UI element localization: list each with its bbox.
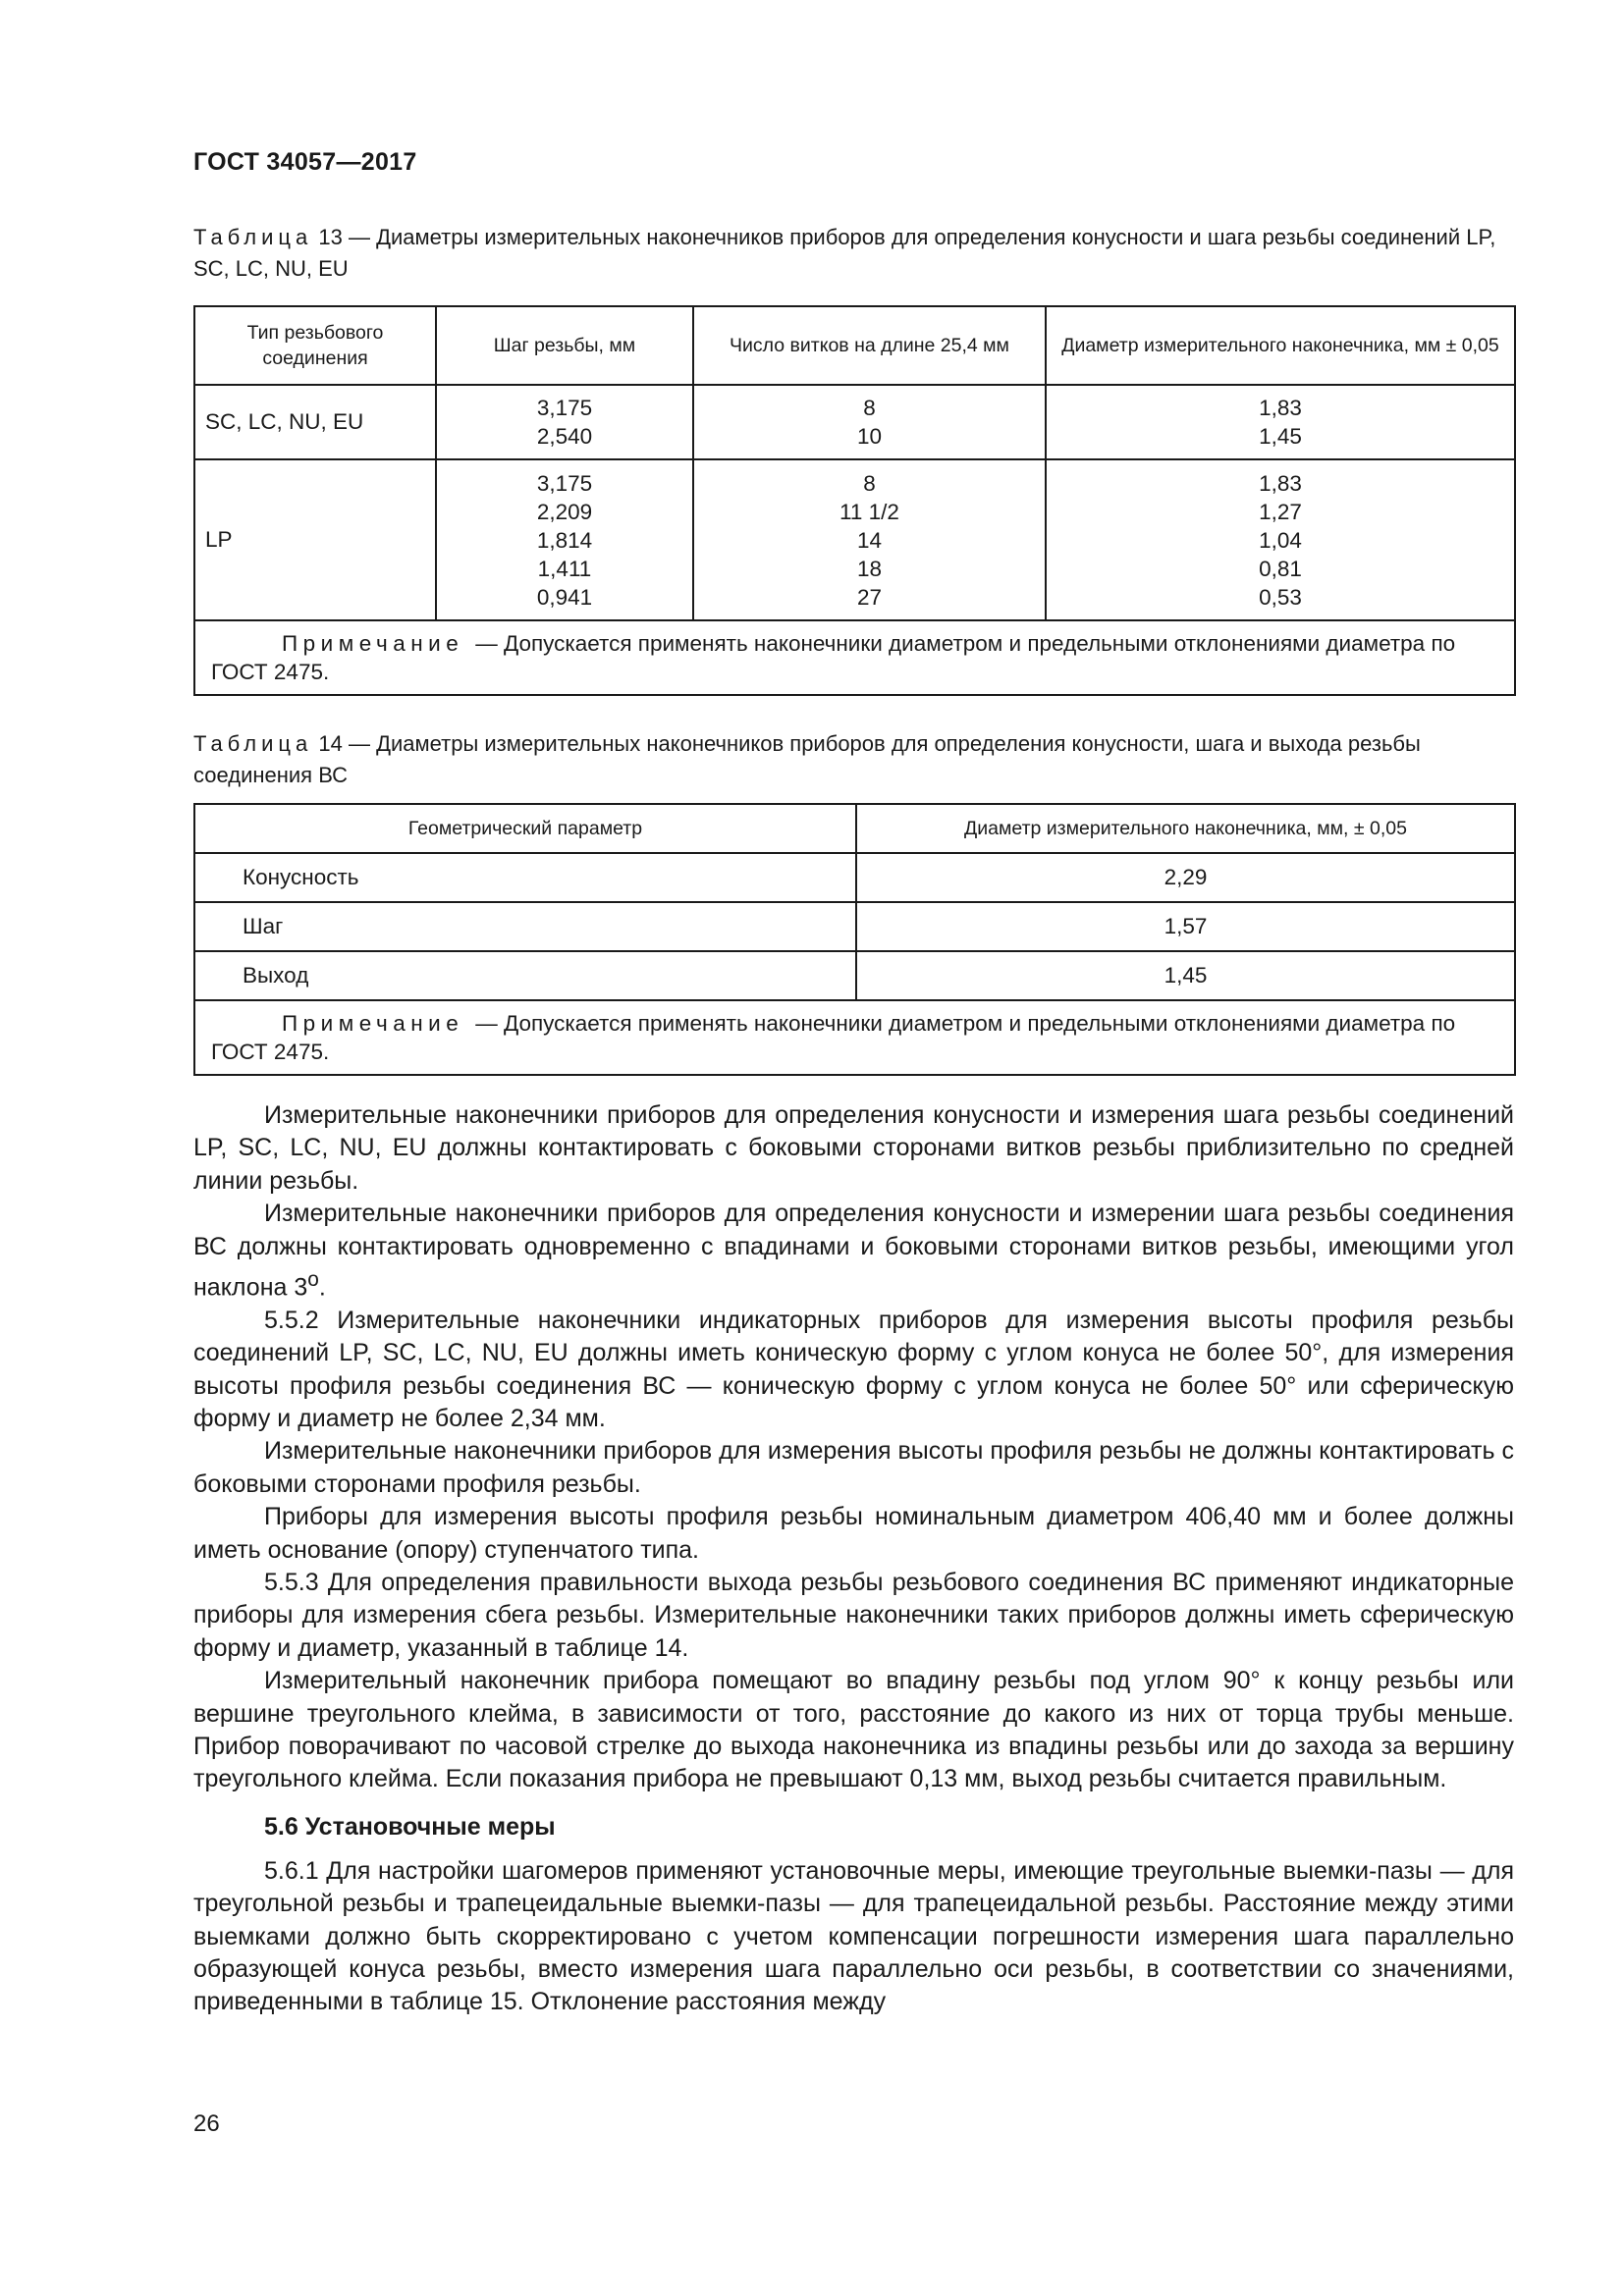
table13-turns-value: 8 [863, 470, 876, 496]
table13-diameter-cell [1046, 385, 1515, 459]
paragraph: Измерительные наконечники приборов для определения конусности и измерения шага резьбы соединений LP, SC, LC, NU, EU должны контактировать с боковыми сторонами витков резьбы приблизительно по средней линии резьбы. [193, 1101, 1514, 1195]
table14-note [194, 1000, 1515, 1075]
table14-note-label: Примечание [282, 1011, 464, 1036]
table13-diameter-value: 1,83 [1259, 470, 1302, 496]
table13-diameter-value: 0,53 [1259, 584, 1302, 610]
table13-caption [193, 222, 1512, 285]
degree-superscript: о [307, 1268, 319, 1292]
table13-diameter-value: 1,04 [1259, 527, 1302, 553]
table14-header-parameter: Геометрический параметр [194, 804, 856, 853]
paragraph: 5.5.2 Измерительные наконечники индикаторных приборов для измерения высоты профиля резьбы соединений LP, SC, LC, NU, EU должны иметь коническую форму с углом конуса не более 50°, для измерения высоты профиля резьбы соединения ВС — коническую форму с углом конуса не более 50° или сферическую форму и диаметр не более 2,34 мм. [193, 1306, 1514, 1432]
table13-pitch-value: 0,941 [536, 584, 593, 610]
table13-pitch-value: 1,411 [537, 556, 592, 581]
table13-turns-value: 11 1/2 [839, 499, 899, 524]
table14-value-cell: 2,29 [856, 853, 1515, 902]
table13-turns-value: 10 [856, 424, 883, 449]
paragraph [193, 1198, 1514, 1305]
table13-row-group-2 [194, 459, 1515, 620]
table13-pitch-value: 2,209 [536, 499, 593, 524]
table13-note-label: Примечание [282, 631, 464, 656]
table14-note-text: — Допускается применять наконечники диаметром и предельными отклонениями диаметра по ГОСТ 2475. [211, 1011, 1456, 1064]
table14-value-cell: 1,57 [856, 902, 1515, 951]
table14-value-cell: 1,45 [856, 951, 1515, 1000]
paragraph-end: . [318, 1273, 326, 1302]
body-text [193, 1099, 1514, 2019]
table13-turns-value: 27 [856, 584, 883, 610]
table13-caption-text: 13 — Диаметры измерительных наконечников приборов для определения конусности и шага резьбы соединений LP, SC, LC, NU, EU [193, 225, 1496, 281]
paragraph: Измерительные наконечники приборов для измерения высоты профиля резьбы не должны контактировать с боковыми сторонами профиля резьбы. [193, 1437, 1514, 1498]
table14-caption [193, 728, 1512, 791]
table14-param-cell: Выход [194, 951, 856, 1000]
table13-pitch-cell [436, 459, 693, 620]
table13-diameter-value: 0,81 [1259, 556, 1302, 581]
paragraph: 5.5.3 Для определения правильности выхода резьбы резьбового соединения ВС применяют индикаторные приборы для измерения сбега резьбы. Измерительные наконечники таких приборов должны иметь сферическую форму и диаметр, указанный в таблице 14. [193, 1569, 1514, 1662]
table13-turns-value: 14 [856, 527, 883, 553]
table13-row-group-1 [194, 385, 1515, 459]
table14-note-row [194, 1000, 1515, 1075]
table13-type-cell: SC, LC, NU, EU [194, 385, 436, 459]
table13-turns-value: 8 [863, 396, 876, 420]
table14-row [194, 902, 1515, 951]
standard-designation: ГОСТ 34057—2017 [193, 148, 417, 176]
table13-diameter-cell [1046, 459, 1515, 620]
table14-param-cell: Шаг [194, 902, 856, 951]
table14-header-diameter: Диаметр измерительного наконечника, мм, ± 0,05 [856, 804, 1515, 853]
table13-caption-label: Таблица [193, 225, 313, 249]
table13-turns-cell [693, 459, 1046, 620]
table13-header-row [194, 306, 1515, 385]
paragraph-text: Измерительные наконечники приборов для определения конусности и измерении шага резьбы соединения ВС должны контактировать одновременно с впадинами и боковыми сторонами витков резьбы, имеющими угол наклона 3 [193, 1200, 1514, 1302]
table14-caption-label: Таблица [193, 731, 313, 756]
section-heading: 5.6 Установочные меры [264, 1812, 556, 1841]
table13-turns-cell [693, 385, 1046, 459]
table13-pitch-value: 3,175 [536, 470, 593, 496]
table13-note-text: — Допускается применять наконечники диаметром и предельными отклонениями диаметра по ГОСТ 2475. [211, 631, 1456, 684]
table13-type-cell: LP [194, 459, 436, 620]
table-13 [193, 305, 1516, 696]
table14-header-row [194, 804, 1515, 853]
table13-header-diameter: Диаметр измерительного наконечника, мм ± 0,05 [1046, 306, 1515, 385]
table13-diameter-value: 1,45 [1259, 424, 1302, 449]
table14-row [194, 853, 1515, 902]
page-number: 26 [193, 2110, 220, 2137]
paragraph: Приборы для измерения высоты профиля резьбы номинальным диаметром 406,40 мм и более должны иметь основание (опору) ступенчатого типа. [193, 1503, 1514, 1564]
table14-row [194, 951, 1515, 1000]
table-14 [193, 803, 1516, 1076]
table13-header-pitch: Шаг резьбы, мм [436, 306, 693, 385]
table13-diameter-value: 1,83 [1259, 396, 1302, 420]
table13-pitch-cell [436, 385, 693, 459]
table13-pitch-value: 3,175 [536, 396, 593, 420]
paragraph: Измерительный наконечник прибора помещают во впадину резьбы под углом 90° к концу резьбы или вершине треугольного клейма, в зависимости от того, расстояние до какого из них от торца трубы меньше. Прибор поворачивают по часовой стрелке до выхода наконечника из впадины резьбы или до захода за вершину треугольного клейма. Если показания прибора не превышают 0,13 мм, выход резьбы считается правильным. [193, 1667, 1514, 1793]
table13-diameter-value: 1,27 [1259, 499, 1302, 524]
paragraph: 5.6.1 Для настройки шагомеров применяют установочные меры, имеющие треугольные выемки-пазы — для треугольной резьбы и трапецеидальные выемки-пазы — для трапецеидальной резьбы. Расстояние между этими выемками должно быть скорректировано с учетом компенсации погрешности измерения шага параллельно образующей конуса резьбы, вместо измерения шага параллельно оси резьбы, в соответствии со значениями, приведенными в таблице 15. Отклонение расстояния между [193, 1856, 1514, 2016]
table13-header-type: Тип резьбового соединения [194, 306, 436, 385]
table14-param-cell: Конусность [194, 853, 856, 902]
table13-turns-value: 18 [856, 556, 883, 581]
table13-note-row [194, 620, 1515, 695]
table13-header-turns: Число витков на длине 25,4 мм [693, 306, 1046, 385]
table13-note [194, 620, 1515, 695]
table14-caption-text: 14 — Диаметры измерительных наконечников приборов для определения конусности, шага и выхода резьбы соединения ВС [193, 731, 1421, 787]
table13-pitch-value: 2,540 [536, 424, 593, 449]
table13-pitch-value: 1,814 [536, 527, 593, 553]
